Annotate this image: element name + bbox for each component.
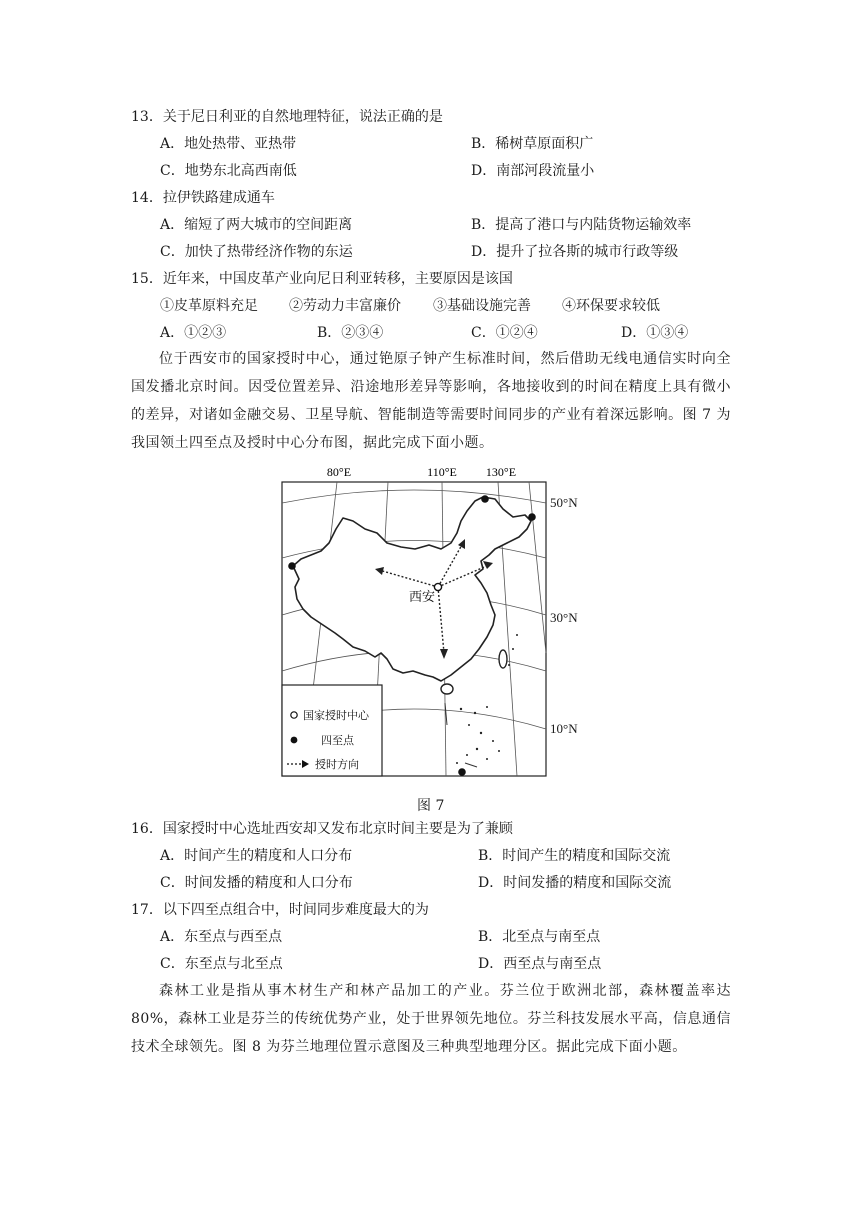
- q16-option-b: B．时间产生的精度和国际交流: [478, 848, 671, 864]
- q15-option-b: B．②③④: [317, 325, 384, 341]
- extreme-point-west: [288, 562, 296, 570]
- q16-option-a: A．时间产生的精度和人口分布: [160, 848, 353, 864]
- q15-option-d: D．①③④: [621, 325, 689, 341]
- lon-label-80: 80°E: [326, 465, 352, 479]
- extreme-point-north: [481, 495, 489, 503]
- q14-option-d: D．提升了拉各斯的城市行政等级: [471, 244, 679, 260]
- q13-option-b: B．稀树草原面积广: [471, 136, 594, 152]
- q16-stem: 16．国家授时中心选址西安却又发布北京时间主要是为了兼顾: [131, 821, 513, 837]
- q14-option-c: C．加快了热带经济作物的东运: [160, 244, 353, 260]
- q14-stem: 14．拉伊铁路建成通车: [131, 190, 275, 206]
- figure-caption: 图 7: [417, 798, 445, 814]
- passage-2-text: 森林工业是指从事木材生产和林产品加工的产业。芬兰位于欧洲北部，森林覆盖率达 80%，森林工业是芬兰的传统优势产业，处于世界领先地位。芬兰科技发展水平高，信息通信技术全球领先。图 8 为芬兰地理位置示意图及三种典型地理分区。据此完成下面小题。: [131, 983, 731, 1055]
- legend-extreme-symbol: [291, 737, 298, 744]
- q17-option-a: A．东至点与西至点: [160, 929, 283, 945]
- q15-item-1: ①皮革原料充足: [160, 298, 258, 314]
- passage-1-text: 位于西安市的国家授时中心，通过铯原子钟产生标准时间，然后借助无线电通信实时向全国发播北京时间。因受位置差异、沿途地形差异等影响，各地接收到的时间在精度上具有微小的差异，对诸如金融交易、卫星导航、智能制造等需要时间同步的产业有着深远影响。图 7 为我国领土四至点及授时中心分布图，据此完成下面小题。: [131, 351, 731, 451]
- legend-center-label: 国家授时中心: [303, 709, 369, 722]
- map-legend: [282, 685, 382, 776]
- q13-option-a: A．地处热带、亚热带: [160, 136, 297, 152]
- q15-stem: 15．近年来，中国皮革产业向尼日利亚转移，主要原因是该国: [131, 271, 513, 287]
- q17-option-c: C．东至点与北至点: [160, 956, 283, 972]
- q15-item-4: ④环保要求较低: [562, 298, 660, 314]
- china-map-figure: [281, 463, 547, 779]
- passage-time-center: [131, 345, 731, 457]
- lat-label-50: 50°N: [550, 495, 578, 510]
- q17-option-b: B．北至点与南至点: [478, 929, 601, 945]
- q17-stem: 17．以下四至点组合中，时间同步难度最大的为: [131, 902, 429, 918]
- q13-stem: 13．关于尼日利亚的自然地理特征，说法正确的是: [131, 109, 443, 125]
- extreme-point-east: [528, 513, 536, 521]
- extreme-point-south: [458, 768, 466, 776]
- q15-item-3: ③基础设施完善: [433, 298, 531, 314]
- q17-option-d: D．西至点与南至点: [478, 956, 602, 972]
- national-timing-center: [434, 583, 441, 590]
- passage-finland: [131, 977, 731, 1061]
- q16-option-d: D．时间发播的精度和国际交流: [478, 875, 672, 891]
- q15-option-a: A．①②③: [160, 325, 227, 341]
- lat-label-30: 30°N: [550, 610, 578, 625]
- q13-option-c: C．地势东北高西南低: [160, 163, 297, 179]
- q14-option-b: B．提高了港口与内陆货物运输效率: [471, 217, 692, 233]
- q15-option-c: C．①②④: [471, 325, 538, 341]
- lon-label-130: 130°E: [485, 465, 517, 479]
- legend-direction-label: 授时方向: [315, 758, 359, 771]
- xian-label: 西安: [409, 590, 436, 605]
- legend-extreme-label: 四至点: [321, 734, 354, 747]
- lon-label-110: 110°E: [427, 465, 457, 479]
- lat-label-10: 10°N: [550, 721, 578, 736]
- q16-option-c: C．时间发播的精度和人口分布: [160, 875, 353, 891]
- taiwan-island: [499, 650, 507, 668]
- legend-center-symbol: [291, 712, 297, 718]
- q15-item-2: ②劳动力丰富廉价: [289, 298, 401, 314]
- hainan-island: [441, 684, 453, 694]
- q14-option-a: A．缩短了两大城市的空间距离: [160, 217, 353, 233]
- q13-option-d: D．南部河段流量小: [471, 163, 595, 179]
